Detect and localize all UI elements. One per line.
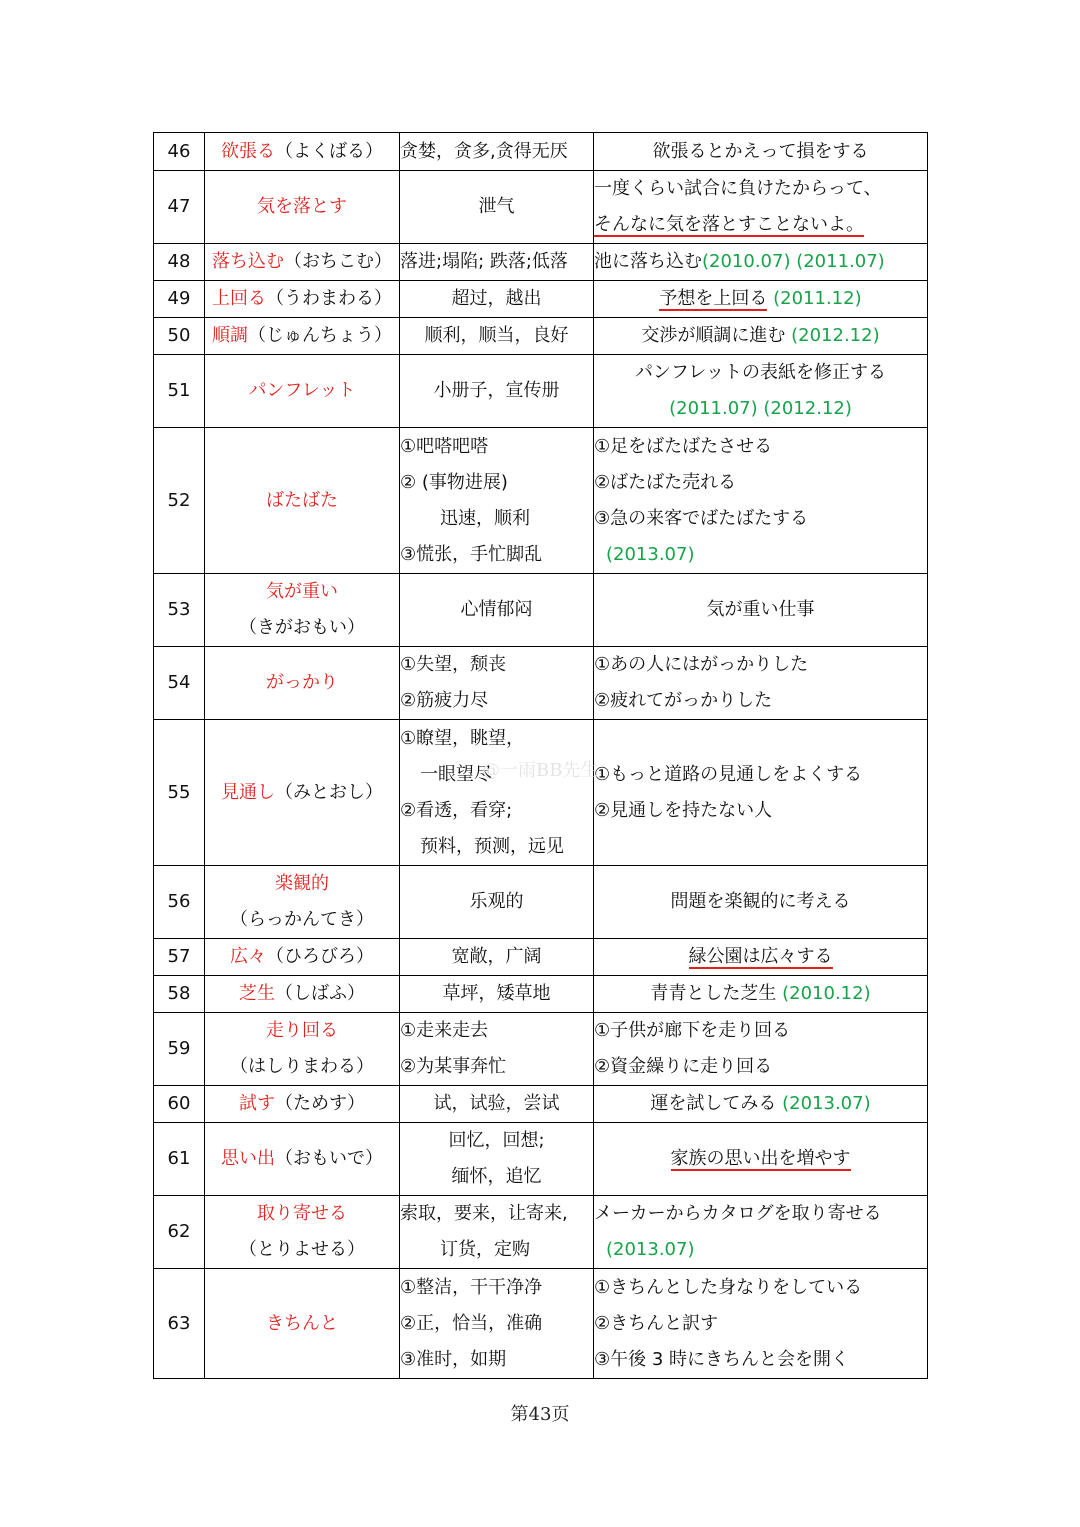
word-reading: （ひろびろ）: [266, 946, 374, 967]
example-line: ①足をばたばたさせる: [594, 435, 773, 457]
row-number: 60: [154, 1086, 205, 1123]
word-kanji: 試す: [239, 1093, 275, 1114]
meaning-line: ②看透，看穿;: [400, 799, 513, 821]
exam-date-note: (2010.07) (2011.07): [702, 251, 885, 272]
meaning-line: 一眼望尽: [420, 763, 492, 785]
table-row: [154, 939, 928, 976]
word-cell: [205, 1086, 400, 1123]
row-number: 54: [154, 647, 205, 720]
table-row: [154, 976, 928, 1013]
word-reading: （らっかんてき）: [230, 909, 374, 930]
example-cell: [594, 1269, 928, 1379]
meaning-cell: [400, 574, 594, 647]
example-cell: [594, 866, 928, 939]
example-cell: [594, 355, 928, 428]
example-line: 一度くらい試合に負けたからって、: [594, 178, 882, 199]
table-row: [154, 244, 928, 281]
meaning-cell: [400, 1086, 594, 1123]
meaning-line: ② (事物进展): [400, 471, 508, 493]
meaning-line: 心情郁闷: [460, 599, 533, 620]
meaning-cell: [400, 171, 594, 244]
meaning-line: 缅怀，追忆: [451, 1166, 542, 1187]
word-reading: （ためす）: [275, 1093, 365, 1114]
word-kanji: 気が重い: [266, 581, 338, 602]
meaning-line: 索取，要来，让寄来,: [400, 1203, 568, 1224]
exam-date-note: (2011.07) (2012.12): [669, 398, 852, 419]
meaning-line: 预料，预测，远见: [420, 835, 564, 857]
example-cell: [594, 976, 928, 1013]
word-kanji: 楽観的: [275, 873, 329, 894]
row-number: 47: [154, 171, 205, 244]
meaning-line: ①瞭望，眺望，: [400, 727, 525, 749]
word-reading: （じゅんちょう）: [248, 325, 392, 346]
word-reading: （うわまわる）: [266, 288, 392, 309]
exam-date-note: (2011.12): [773, 288, 862, 309]
meaning-cell: [400, 1013, 594, 1086]
page-number: 第43页: [510, 1404, 570, 1425]
word-cell: [205, 355, 400, 428]
table-row: [154, 318, 928, 355]
meaning-cell: [400, 244, 594, 281]
meaning-line: ②筋疲力尽: [400, 690, 489, 711]
word-kanji: 上回る: [212, 288, 266, 309]
exam-date-note: (2012.12): [791, 325, 880, 346]
row-number: 49: [154, 281, 205, 318]
example-cell: [594, 720, 928, 866]
row-number: 61: [154, 1123, 205, 1196]
example-cell: [594, 244, 928, 281]
meaning-line: ②为某事奔忙: [400, 1056, 507, 1077]
word-kanji: 走り回る: [266, 1020, 338, 1041]
word-kanji: きちんと: [266, 1312, 338, 1334]
table-row: [154, 355, 928, 428]
table-row: [154, 1123, 928, 1196]
example-line: パンフレットの表紙を修正する: [634, 362, 887, 383]
example-line: 家族の思い出を増やす: [670, 1148, 851, 1169]
word-cell: [205, 976, 400, 1013]
word-kanji: ばたばた: [266, 489, 338, 511]
word-reading: （おもいで）: [275, 1148, 383, 1169]
meaning-cell: [400, 866, 594, 939]
meaning-line: 泄气: [478, 196, 515, 217]
word-cell: [205, 281, 400, 318]
word-reading: （みとおし）: [275, 781, 383, 803]
example-cell: [594, 281, 928, 318]
example-line: ②きちんと訳す: [594, 1312, 719, 1334]
word-kanji: 順調: [212, 325, 248, 346]
meaning-cell: [400, 939, 594, 976]
meaning-line: ①走来走去: [400, 1020, 489, 1041]
meaning-cell: [400, 281, 594, 318]
meaning-line: ③慌张，手忙脚乱: [400, 543, 543, 565]
word-kanji: 思い出: [221, 1148, 275, 1169]
word-reading: （はしりまわる）: [230, 1056, 374, 1077]
meaning-line: 迅速，顺利: [440, 507, 530, 529]
row-number: 53: [154, 574, 205, 647]
watermark: @一雨BB先生: [482, 760, 599, 781]
row-number: 52: [154, 428, 205, 574]
meaning-line: 宽敞，广阔: [451, 946, 542, 967]
table-row: [154, 1086, 928, 1123]
example-line: 緑公園は広々する: [688, 946, 833, 967]
word-kanji: 広々: [230, 946, 266, 967]
meaning-cell: [400, 355, 594, 428]
meaning-cell: [400, 647, 594, 720]
word-cell: [205, 720, 400, 866]
word-kanji: 見通し: [221, 781, 275, 803]
row-number: 51: [154, 355, 205, 428]
meaning-line: 落进;塌陷; 跌落;低落: [400, 251, 568, 272]
example-cell: [594, 133, 928, 171]
meaning-line: ①吧嗒吧嗒: [400, 435, 489, 457]
word-reading: （おちこむ）: [284, 251, 392, 272]
meaning-line: ②正，恰当，准确: [400, 1312, 543, 1334]
word-cell: [205, 1013, 400, 1086]
meaning-line: 超过，越出: [451, 288, 542, 309]
row-number: 46: [154, 133, 205, 171]
table-row: [154, 171, 928, 244]
example-line: 青青とした芝生: [650, 983, 777, 1004]
meaning-line: 顺利，顺当，良好: [424, 325, 569, 346]
meaning-cell: [400, 318, 594, 355]
word-kanji: がっかり: [266, 672, 338, 693]
word-kanji: 落ち込む: [212, 251, 284, 272]
example-line: ①子供が廊下を走り回る: [594, 1020, 791, 1041]
meaning-cell: [400, 976, 594, 1013]
vocab-table: [153, 132, 928, 1379]
example-line: 欲張るとかえって損をする: [652, 140, 869, 162]
table-row: [154, 647, 928, 720]
word-cell: [205, 1196, 400, 1269]
example-line: 予想を上回る: [659, 288, 768, 309]
table-row: [154, 720, 928, 866]
word-cell: [205, 574, 400, 647]
word-cell: [205, 647, 400, 720]
meaning-line: ①整洁，干干净净: [400, 1276, 543, 1298]
word-reading: （よくばる）: [275, 140, 383, 162]
row-number: 55: [154, 720, 205, 866]
meaning-line: ③准时，如期: [400, 1348, 507, 1370]
meaning-line: ①失望，颓丧: [400, 654, 507, 675]
word-cell: [205, 171, 400, 244]
meaning-line: 小册子，宣传册: [433, 380, 560, 401]
meaning-cell: [400, 1123, 594, 1196]
example-line: ②ばたばた売れる: [594, 471, 737, 493]
example-cell: [594, 1013, 928, 1086]
table-row: [154, 281, 928, 318]
row-number: 63: [154, 1269, 205, 1379]
word-cell: [205, 318, 400, 355]
table-row: [154, 1013, 928, 1086]
example-line: ①あの人にはがっかりした: [594, 654, 809, 675]
meaning-line: 回忆，回想;: [448, 1130, 545, 1151]
meaning-cell: [400, 428, 594, 574]
example-line: ①きちんとした身なりをしている: [594, 1276, 863, 1298]
exam-date-note: (2013.07): [606, 543, 695, 565]
example-line: ③午後 3 時にきちんと会を開く: [594, 1348, 850, 1370]
example-line: そんなに気を落とすことないよ。: [594, 214, 864, 235]
example-line: ②疲れてがっかりした: [594, 690, 773, 711]
word-cell: [205, 866, 400, 939]
word-kanji: 芝生: [239, 983, 275, 1004]
example-line: 運を試してみる: [650, 1093, 777, 1114]
table-row: [154, 866, 928, 939]
example-line: ②資金繰りに走り回る: [594, 1056, 773, 1077]
exam-date-note: (2013.07): [782, 1093, 871, 1114]
meaning-line: 乐观的: [469, 891, 524, 912]
word-kanji: 気を落とす: [257, 196, 347, 217]
row-number: 56: [154, 866, 205, 939]
table-row: [154, 574, 928, 647]
example-cell: [594, 318, 928, 355]
word-cell: [205, 1123, 400, 1196]
meaning-cell: [400, 1196, 594, 1269]
meaning-cell: [400, 133, 594, 171]
word-reading: （きがおもい）: [239, 617, 365, 638]
row-number: 57: [154, 939, 205, 976]
word-kanji: パンフレット: [248, 380, 356, 401]
example-cell: [594, 1196, 928, 1269]
table-row: [154, 1196, 928, 1269]
example-line: 交渉が順調に進む: [641, 325, 786, 346]
example-cell: [594, 1086, 928, 1123]
example-line: メーカーからカタログを取り寄せる: [594, 1203, 882, 1224]
word-cell: [205, 244, 400, 281]
word-cell: [205, 133, 400, 171]
word-kanji: 取り寄せる: [257, 1203, 347, 1224]
example-line: ①もっと道路の見通しをよくする: [594, 763, 863, 785]
row-number: 62: [154, 1196, 205, 1269]
row-number: 58: [154, 976, 205, 1013]
word-cell: [205, 428, 400, 574]
example-line: 気が重い仕事: [706, 599, 815, 620]
meaning-line: 贪婪，贪多,贪得无厌: [400, 140, 568, 162]
example-line: 池に落ち込む: [594, 251, 702, 272]
meaning-cell: [400, 1269, 594, 1379]
word-cell: [205, 1269, 400, 1379]
row-number: 50: [154, 318, 205, 355]
word-kanji: 欲張る: [221, 140, 275, 162]
meaning-line: 草坪，矮草地: [442, 983, 551, 1004]
example-cell: [594, 428, 928, 574]
example-line: ③急の来客でばたばたする: [594, 507, 809, 529]
example-cell: [594, 171, 928, 244]
word-reading: （しばふ）: [275, 983, 365, 1004]
meaning-line: 订货，定购: [440, 1239, 530, 1260]
example-cell: [594, 574, 928, 647]
exam-date-note: (2013.07): [606, 1239, 695, 1260]
example-cell: [594, 939, 928, 976]
row-number: 59: [154, 1013, 205, 1086]
word-reading: （とりよせる）: [239, 1239, 365, 1260]
table-row: [154, 133, 928, 171]
meaning-cell: [400, 720, 594, 866]
example-line: 問題を楽観的に考える: [670, 891, 851, 912]
example-cell: [594, 1123, 928, 1196]
table-row: [154, 428, 928, 574]
word-cell: [205, 939, 400, 976]
example-cell: [594, 647, 928, 720]
meaning-line: 试，试验，尝试: [433, 1093, 560, 1114]
example-line: ②見通しを持たない人: [594, 799, 773, 821]
table-row: [154, 1269, 928, 1379]
exam-date-note: (2010.12): [782, 983, 871, 1004]
row-number: 48: [154, 244, 205, 281]
